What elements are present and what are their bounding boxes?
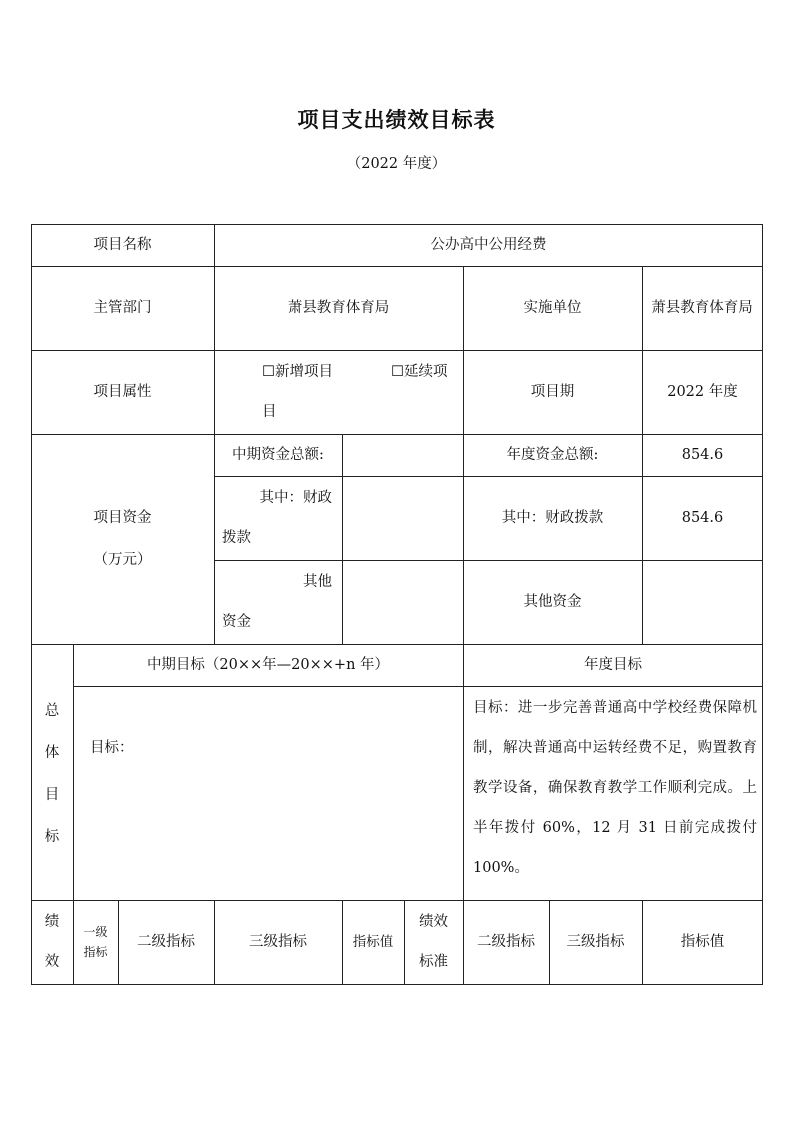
attr-new-checkbox: ☐新增项目 [262,364,333,380]
year-fiscal-label: 其中：财政拨款 [501,510,604,526]
level3-header: 三级指标 [249,934,307,950]
mid-other-label: 其他 [303,574,332,590]
level2-header: 二级指标 [137,934,195,950]
year-total-label: 年度资金总额: [506,447,599,463]
mid-other-label-wrap: 资金 [222,614,251,630]
goals-label-char: 总 [44,703,60,719]
year-other-value [642,560,763,644]
year-goal-text: 目标：进一步完善普通高中学校经费保障机制，解决普通高中运转经费不足，购置教育教学设备，确保教育教学工作顺利完成。上半年拨付 60%，12 月 31 日前完成拨付 100%。 [473,700,757,876]
period-label: 项目期 [530,384,575,400]
goals-label-char: 标 [44,829,60,845]
value-header: 指标值 [352,934,394,950]
mid-total-label: 中期资金总额: [232,447,324,463]
level2-header-right: 二级指标 [477,934,535,950]
period-value: 2022 年度 [667,384,738,400]
attr-label: 项目属性 [93,384,152,400]
mid-fiscal-label-wrap: 拨款 [222,530,251,546]
document-year: （2022 年度） [346,156,447,172]
attr-continue-checkbox: ☐延续项 [391,364,448,380]
project-name-label: 项目名称 [93,237,152,253]
value-header-right: 指标值 [680,934,725,950]
document-title: 项目支出绩效目标表 [297,108,496,132]
mid-goal-text: 目标： [90,740,134,756]
indicator-label-char: 效 [44,954,60,970]
project-name-value: 公办高中公用经费 [430,237,547,253]
level1-header-wrap: 指标 [83,945,108,959]
level3-header-right: 三级指标 [566,934,625,950]
impl-unit-value: 萧县教育体育局 [651,300,753,316]
funds-unit: （万元） [93,552,152,568]
goals-label-char: 体 [44,745,60,761]
indicator-label-char: 绩 [44,914,60,930]
mid-fiscal-label: 其中：财政 [259,490,332,506]
standard-header-wrap: 标准 [419,954,448,970]
year-total-value: 854.6 [681,447,724,463]
dept-label: 主管部门 [93,300,152,316]
funds-label: 项目资金 [93,510,152,526]
year-fiscal-value: 854.6 [681,510,724,526]
dept-value: 萧县教育体育局 [287,300,390,316]
attr-continue-wrap: 目 [262,404,277,420]
mid-goal-header: 中期目标（20××年—20××+n 年） [146,657,390,673]
impl-unit-label: 实施单位 [523,300,582,316]
goals-label-char: 目 [44,787,60,803]
level1-header: 一级 [83,925,108,939]
year-other-label: 其他资金 [523,594,582,610]
standard-header: 绩效 [419,914,448,930]
year-goal-header: 年度目标 [584,657,642,673]
mid-total-value [342,434,463,476]
